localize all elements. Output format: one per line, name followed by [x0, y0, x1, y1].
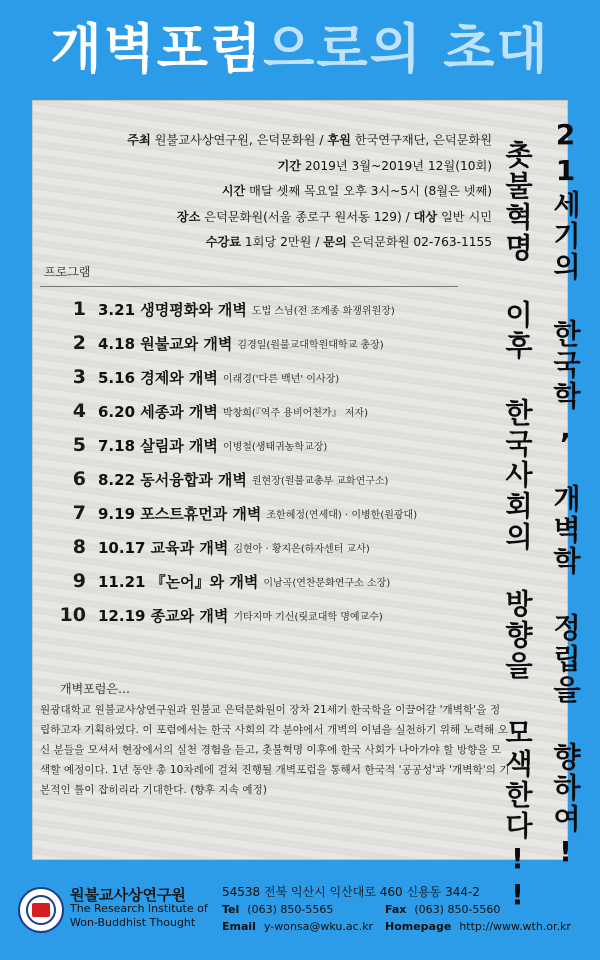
- vertical-slogan-2: 촛불혁명 이후 한국사회의 방향을 모색한다!!: [501, 140, 534, 914]
- program-item-title: 5.16 경제와 개벽: [98, 368, 218, 387]
- vertical-slogan-1: 21세기의 한국학, 개벽학 정립을 향하여!: [549, 118, 582, 871]
- program-item: [40, 400, 368, 430]
- program-item: [40, 434, 327, 464]
- info-value-host: 원불교사상연구원, 은덕문화원 /: [154, 133, 328, 147]
- program-item-number: 7: [72, 502, 86, 524]
- info-value-time: 매달 셋째 목요일 오후 3시~5시 (8월은 넷째): [249, 184, 492, 198]
- program-item-title: 11.21 『논어』와 개벽: [98, 572, 259, 591]
- info-label-place: 장소: [176, 209, 201, 224]
- contact-email[interactable]: [222, 920, 373, 933]
- contact-fax: [385, 903, 500, 916]
- info-place-row: [127, 205, 492, 231]
- program-item-title: 12.19 종교와 개벽: [98, 606, 229, 625]
- info-organizer-row: [127, 128, 492, 154]
- program-item-speaker: 조한혜정(연세대) · 이병한(원광대): [266, 509, 418, 521]
- program-item-number: 8: [72, 536, 86, 558]
- program-item-speaker: 이래경('다른 백년' 이사장): [222, 373, 340, 385]
- info-value-fee: 1회당 2만원 /: [244, 235, 324, 249]
- program-item-number: 9: [72, 570, 86, 592]
- program-item-title: 6.20 세종과 개벽: [98, 402, 218, 421]
- program-item: [40, 366, 339, 396]
- poster-title: [0, 14, 600, 86]
- email-label: Email: [222, 920, 256, 933]
- program-item-speaker: 김경일(원불교대학원대학교 총장): [237, 339, 384, 351]
- info-label-time: 시간: [221, 184, 246, 198]
- program-item-title: 10.17 교육과 개벽: [98, 538, 229, 557]
- fax-value: (063) 850-5560: [414, 903, 501, 916]
- homepage-label: Homepage: [385, 920, 452, 933]
- program-heading: 프로그램: [44, 265, 91, 279]
- org-name-english-line1: The Research Institute of: [70, 902, 208, 915]
- program-item-title: 3.21 생명평화와 개벽: [98, 300, 247, 319]
- program-item-number: 4: [72, 400, 86, 422]
- program-item-title: 9.19 포스트휴먼과 개벽: [98, 504, 262, 523]
- program-item-title: 8.22 동서융합과 개벽: [98, 470, 247, 489]
- info-fee-row: [127, 230, 492, 256]
- title-part1: 개벽포럼: [50, 19, 264, 80]
- program-item: [40, 502, 417, 532]
- info-value-period: 2019년 3월~2019년 12월(10회): [304, 158, 492, 173]
- info-label-host: 주최: [127, 133, 151, 147]
- tel-value: (063) 850-5565: [247, 903, 334, 916]
- program-item: [40, 536, 370, 566]
- program-item-title: 4.18 원불교와 개벽: [98, 334, 233, 353]
- tel-label: Tel: [222, 903, 240, 916]
- intro-heading: 개벽포럼은…: [60, 682, 130, 696]
- program-item-number: 2: [72, 332, 86, 354]
- homepage-link[interactable]: http://www.wth.or.kr: [459, 920, 571, 933]
- info-label-target: 대상: [413, 209, 438, 224]
- info-label-contact: 문의: [323, 235, 347, 249]
- program-item-number: 3: [72, 366, 86, 388]
- program-item-speaker: 이병철(생태귀농학교장): [222, 441, 328, 453]
- info-time-row: [127, 179, 492, 205]
- program-item-speaker: 도법 스님(전 조계종 화쟁위원장): [251, 305, 395, 317]
- program-item-number: 6: [72, 468, 86, 490]
- org-name-english-line2: Won-Buddhist Thought: [70, 916, 196, 929]
- program-item-speaker: 김현아 · 황지은(하자센터 교사): [233, 543, 370, 555]
- program-item: [40, 570, 390, 600]
- info-period-row: [127, 154, 492, 180]
- info-value-contact: 은덕문화원 02-763-1155: [350, 235, 492, 249]
- logo-emblem: [32, 903, 50, 917]
- program-item-speaker: 이남곡(연찬문화연구소 소장): [263, 577, 391, 589]
- program-divider: [40, 286, 458, 287]
- program-item-speaker: 원현장(원불교총부 교화연구소): [251, 475, 389, 487]
- contact-tel: [222, 903, 333, 916]
- fax-label: Fax: [385, 903, 407, 916]
- info-value-target: 일반 시민: [441, 209, 492, 224]
- info-value-place: 은덕문화원(서울 종로구 원서동 129) /: [204, 209, 414, 224]
- program-item: [40, 468, 388, 498]
- institute-logo-icon: [18, 887, 64, 933]
- info-label-sponsor: 후원: [327, 133, 351, 147]
- contact-homepage[interactable]: [385, 920, 571, 933]
- program-item: [40, 332, 384, 362]
- intro-body: 원광대학교 원불교사상연구원과 원불교 은덕문화원이 장차 21세기 한국학을 이끌어갈 '개벽학'을 정립하고자 기획하였다. 이 포럼에서는 한국 사회의 각 분야에서 개벽의 이념을 실천하기 위해 노력해 오신 분들을 모셔서 현장에서의 실천 경험을 듣고, 촛불혁명 이후에 한국 사회가 나아가야 할 방향을 모색할 예정이다. 1년 동안 총 10차례에 걸쳐 진행될 개벽포럼을 통해서 한국적 '공공성'과 '개벽학'의 기본적인 틀이 잡히리라 기대한다. (향후 지속 예정): [40, 704, 510, 796]
- event-info: [127, 128, 492, 256]
- info-value-sponsor: 한국연구재단, 은덕문화원: [354, 133, 492, 147]
- info-label-fee: 수강료: [205, 235, 242, 249]
- program-item-speaker: 박창희(『역주 용비어천가』 저자): [222, 407, 368, 419]
- program-item-title: 7.18 살림과 개벽: [98, 436, 218, 455]
- program-item-number: 1: [72, 298, 86, 320]
- program-item-number: 5: [72, 434, 86, 456]
- org-name-english: [70, 902, 208, 930]
- program-item: [40, 604, 383, 634]
- program-item-number: 10: [59, 604, 86, 626]
- org-name-korean: 원불교사상연구원: [70, 886, 186, 904]
- title-part2: 으로의 초대: [263, 19, 550, 80]
- email-link[interactable]: y-wonsa@wku.ac.kr: [263, 920, 374, 933]
- info-label-period: 기간: [277, 158, 301, 173]
- program-item-speaker: 기타지마 기신(릿쿄대학 명예교수): [233, 611, 383, 623]
- address: 54538 전북 익산시 익산대로 460 신용동 344-2: [222, 885, 480, 899]
- program-item: [40, 298, 395, 328]
